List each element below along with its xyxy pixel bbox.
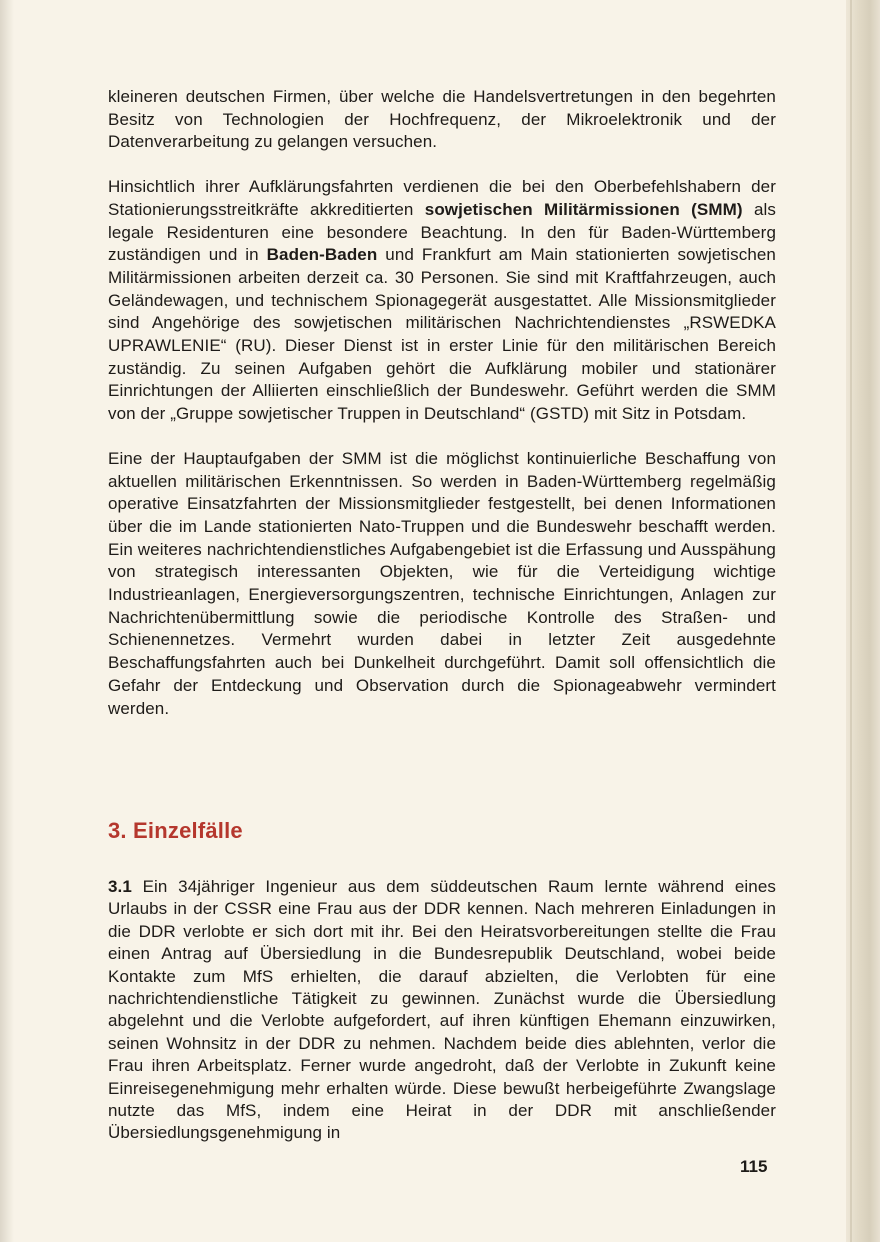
paragraph-2-segment: Hinsichtlich ihrer Aufklärungsfahrten verdienen die bei den Oberbefehlshabern der Stationierungsstreitkräfte akkreditierten — [108, 177, 776, 219]
paragraph-2-segment: und Frankfurt am Main stationierten sowjetischen Militärmissionen arbeiten derzeit ca. 30 Personen. Sie sind mit Kraftfahrzeugen, auch Geländewagen, und technischem Spionagegerät ausgestattet. Alle Missionsmitglieder sind Angehörige des sowjetischen militärischen Nachrichtendienstes „RSWEDKA UPRAWLENIE“ (RU). Dieser Dienst ist in erster Linie für den militärischen Bereich zuständig. Zu seinen Aufgaben gehört die Aufklärung mobiler und stationärer Einrichtungen der Alliierten einschließlich der Bundeswehr. Geführt werden die SMM von der „Gruppe sowjetischer Truppen in Deutschland“ (GSTD) mit Sitz in Potsdam. — [108, 245, 776, 424]
paragraph-3: Eine der Hauptaufgaben der SMM ist die möglichst kontinuierliche Beschaffung von aktuellen militärischen Erkenntnissen. So werden in Baden-Württemberg regelmäßig operative Einsatzfahrten der Missionsmitglieder festgestellt, bei denen Informationen über die im Lande stationierten Nato-Truppen und die Bundeswehr beschafft werden. Ein weiteres nachrichtendienstliches Aufgabengebiet ist die Erfassung und Ausspähung von strategisch interessanten Objekten, wie für die Verteidigung wichtige Industrieanlagen, Energieversorgungszentren, technische Einrichtungen, Anlagen zur Nachrichtenübermittlung sowie die periodische Kontrolle des Straßen- und Schienennetzes. Vermehrt wurden dabei in letzter Zeit ausgedehnte Beschaffungsfahrten auch bei Dunkelheit durchgeführt. Damit soll offensichtlich die Gefahr der Entdeckung und Observation durch die Spionageabwehr vermindert werden. — [108, 448, 776, 718]
paragraph-1: kleineren deutschen Firmen, über welche die Handelsvertretungen in den begehrten Besitz von Technologien der Hochfrequenz, der Mikroelektronik und der Datenverarbeitung zu gelangen versuchen. — [108, 87, 776, 152]
page-number: 115 — [740, 1157, 768, 1176]
body-text — [108, 86, 776, 720]
paragraph-2 — [108, 176, 776, 426]
baden-baden-term: Baden-Baden — [266, 245, 378, 265]
section-heading: 3. Einzelfälle — [108, 818, 243, 843]
binding-line — [850, 0, 852, 1242]
case-3-1 — [108, 876, 776, 1145]
case-paragraph — [108, 876, 776, 1145]
case-number: 3.1 — [108, 877, 132, 896]
soviet-military-missions-term: sowjetischen Militärmissionen (SMM) — [424, 199, 743, 219]
case-text: Ein 34jähriger Ingenieur aus dem süddeutschen Raum lernte während eines Urlaubs in der CSSR eine Frau aus der DDR kennen. Nach mehreren Einladungen in die DDR verlobte er sich dort mit ihr. Bei den Heiratsvorbereitungen stellte die Frau einen Antrag auf Übersiedlung in die Bundesrepublik Deutschland, wobei beide Kontakte zum MfS erhielten, die darauf abzielten, die Verlobten für eine nachrichtendienstliche Tätigkeit zu gewinnen. Zunächst wurde die Übersiedlung abgelehnt und die Verlobte aufgefordert, auf ihren künftigen Ehemann einzuwirken, seinen Wohnsitz in der DDR zu nehmen. Nachdem beide dies ablehnten, verlor die Frau ihren Arbeitsplatz. Ferner wurde angedroht, daß der Verlobte in Zukunft keine Einreisegenehmigung mehr erhalten würde. Diese bewußt herbeigeführte Zwangslage nutzte das MfS, indem eine Heirat in der DDR mit anschließender Übersiedlungsgenehmigung in — [108, 877, 776, 1143]
page-left-shadow — [0, 0, 14, 1242]
paragraph-2-segment: als legale Residenturen eine besondere Beachtung. In den für Baden-Württemberg zuständigen und in — [108, 199, 776, 265]
